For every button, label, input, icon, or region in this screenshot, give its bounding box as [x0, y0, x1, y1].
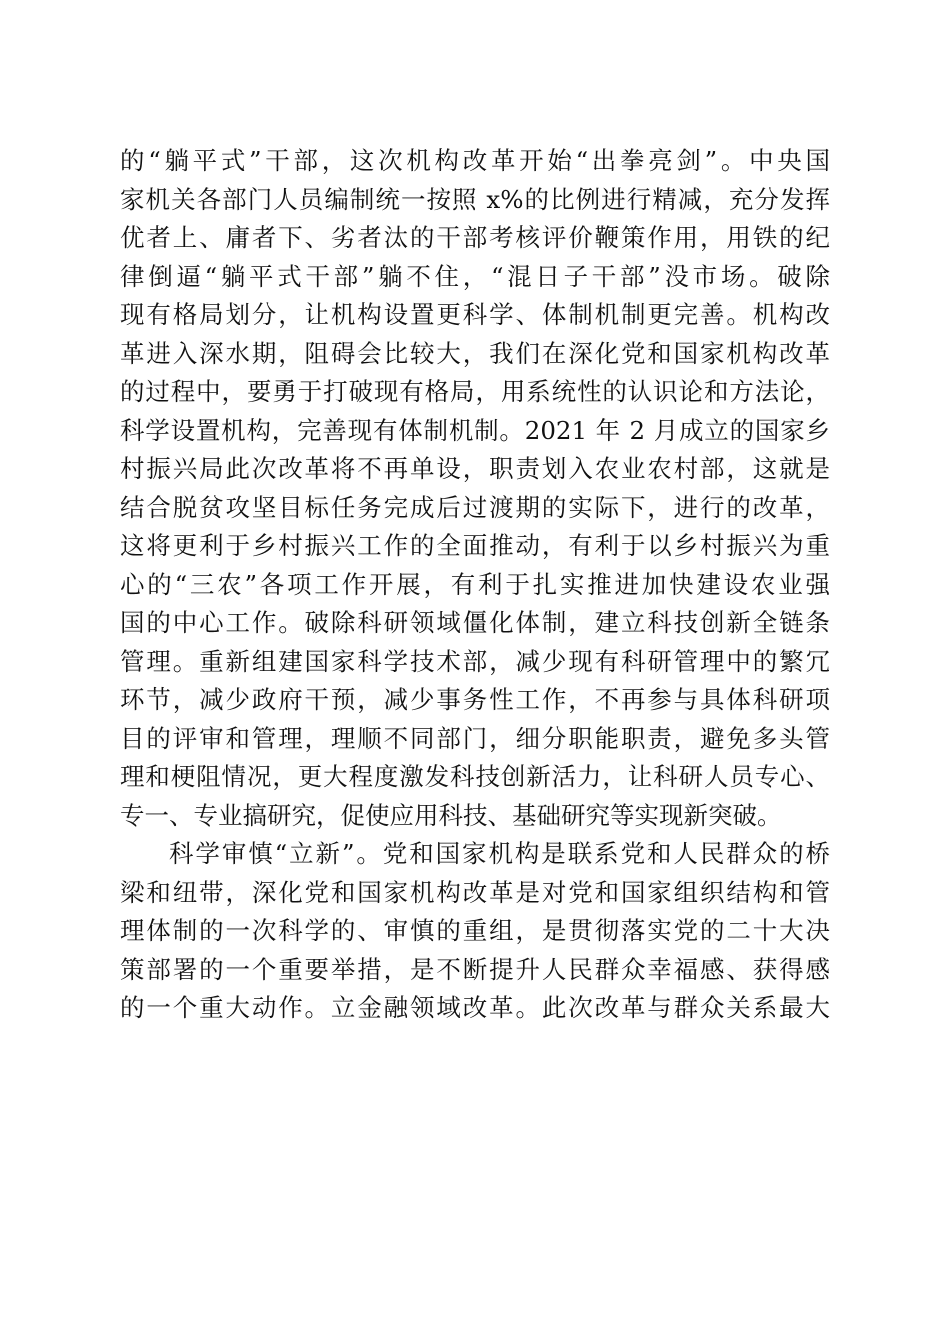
text-line: 科学审慎“立新”。党和国家机构是联系党和人民群众的桥	[169, 839, 830, 868]
paragraph-cadre-reform	[120, 142, 830, 835]
text-line: 家机关各部门人员编制统一按照 x%的比例进行精减，充分发挥	[120, 184, 830, 214]
text-line: 国的中心工作。破除科研领域僵化体制，建立科技创新全链条	[120, 608, 830, 637]
text-line: 理体制的一次科学的、审慎的重组，是贯彻落实党的二十大决	[120, 916, 830, 945]
text-line: 结合脱贫攻坚目标任务完成后过渡期的实际下，进行的改革，	[120, 492, 830, 522]
text-line: 革进入深水期，阻碍会比较大，我们在深化党和国家机构改革	[120, 338, 830, 368]
document-body	[120, 142, 830, 1028]
text-line: 专一、专业搞研究，促使应用科技、基础研究等实现新突破。	[120, 800, 782, 830]
text-line: 现有格局划分，让机构设置更科学、体制机制更完善。机构改	[120, 300, 830, 329]
text-line: 村振兴局此次改革将不再单设，职责划入农业农村部，这就是	[120, 454, 830, 483]
text-line: 策部署的一个重要举措，是不断提升人民群众幸福感、获得感	[120, 954, 830, 984]
text-line: 的一个重大动作。立金融领域改革。此次改革与群众关系最大	[120, 993, 830, 1022]
text-line: 的过程中，要勇于打破现有格局，用系统性的认识论和方法论，	[120, 377, 830, 406]
text-line: 优者上、庸者下、劣者汰的干部考核评价鞭策作用，用铁的纪	[120, 223, 830, 252]
text-line: 这将更利于乡村振兴工作的全面推动，有利于以乡村振兴为重	[120, 531, 830, 560]
text-line: 律倒逼“躺平式干部”躺不住，“混日子干部”没市场。破除	[120, 261, 830, 291]
text-line: 环节，减少政府干预，减少事务性工作，不再参与具体科研项	[120, 685, 830, 714]
text-line: 科学设置机构，完善现有体制机制。2021 年 2 月成立的国家乡	[120, 415, 830, 445]
text-line: 目的评审和管理，理顺不同部门，细分职能职责，避免多头管	[120, 723, 830, 753]
text-line: 管理。重新组建国家科学技术部，减少现有科研管理中的繁冗	[120, 646, 830, 676]
text-line: 理和梗阻情况，更大程度激发科技创新活力，让科研人员专心、	[120, 762, 830, 791]
text-line: 梁和纽带，深化党和国家机构改革是对党和国家组织结构和管	[120, 877, 830, 907]
paragraph-scientific-innovation	[120, 835, 830, 1028]
text-line: 的“躺平式”干部，这次机构改革开始“出拳亮剑”。中央国	[120, 146, 830, 175]
text-line: 心的“三农”各项工作开展，有利于扎实推进加快建设农业强	[120, 569, 830, 599]
